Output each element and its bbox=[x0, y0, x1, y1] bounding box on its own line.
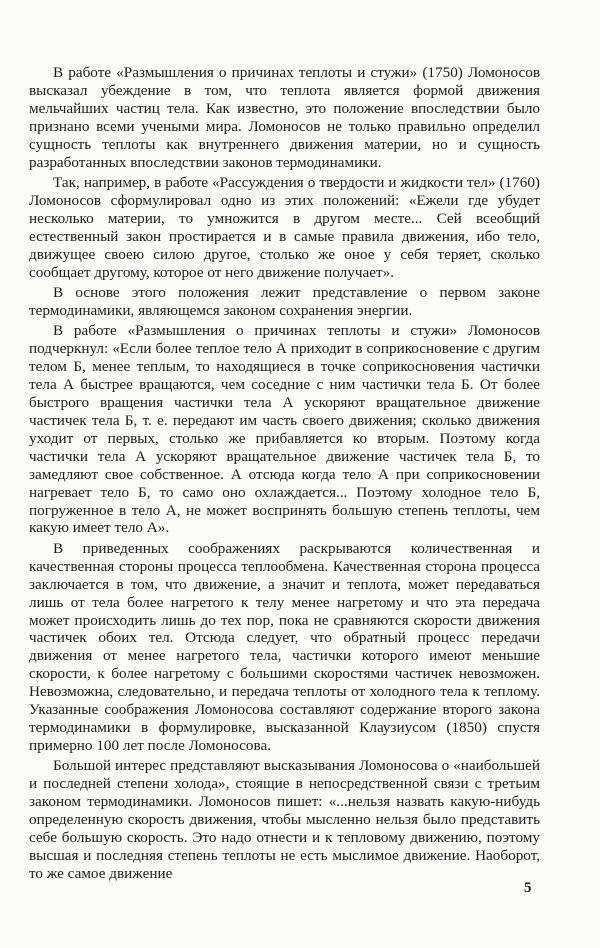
page-number: 5 bbox=[524, 880, 532, 896]
paragraph-1: В работе «Размышления о причинах теплоты и стужи» (1750) Ломоносов высказал убеждение в том, что теплота является формой движения мельчайших частиц тела. Как известно, это положение впоследствии было признано всеми учеными мира. Ломоносов не только правильно определил сущность теплоты как внутреннего движения материи, но и сущность разработанных впоследствии законов термодинамики. bbox=[29, 64, 540, 171]
paragraph-6: Большой интерес представляют высказывания Ломоносова о «наибольшей и последней степени холода», стоящие в непосредственной связи с третьим законом термодинамики. Ломоносов пишет: «...нельзя назвать какую-нибудь определенную скорость движения, чтобы мысленно нельзя было представить себе большую скорость. Это надо отнести и к тепловому движению, поэтому высшая и последняя степень теплоты не есть мыслимое движение. Наоборот, то же самое движение bbox=[29, 757, 540, 882]
paragraph-3: В основе этого положения лежит представление о первом законе термодинамики, являющемся законом сохранения энергии. bbox=[29, 284, 540, 319]
paragraph-4: В работе «Размышления о причинах теплоты и стужи» Ломоносов подчеркнул: «Если более теплое тело А приходит в соприкосновение с другим телом Б, менее теплым, то находящиеся в точке соприкосновения частички тела А быстрее вращаются, чем соседние с ним частички тела Б. От более быстрого вращения частички тела А ускоряют вращательное движение частичек тела Б, т. е. передают им часть своего движения; сколько движения уходит от первых, столько же прибавляется ко вторым. Поэтому когда частички тела А ускоряют вращательное движение частичек тела Б, то замедляют свое собственное. А отсюда когда тело А при соприкосновении нагревает тело Б, то само оно охлаждается... Поэтому холодное тело Б, погруженное в тело А, не может воспринять большую степень теплоты, чем какую имеет тело А». bbox=[29, 322, 540, 537]
paragraph-2: Так, например, в работе «Рассуждения о твердости и жидкости тел» (1760) Ломоносов сформулировал одно из этих положений: «Ежели где убудет несколько материи, то умножится в другом месте... Сей всеобщий естественный закон простирается и в самые правила движения, ибо тело, движущее своею силою другое, столько же оное у себя теряет, сколько сообщает другому, которое от него движение получает». bbox=[29, 174, 540, 281]
paragraph-5: В приведенных соображениях раскрываются количественная и качественная стороны процесса теплообмена. Качественная сторона процесса заключается в том, что движение, а значит и теплота, может передаваться лишь от тела более нагретого к телу менее нагретому и что эта передача может происходить лишь до тех пор, пока не сравняются скорости движения частичек обоих тел. Отсюда следует, что обратный процесс передачи движения от менее нагретого тела, частички которого имеют меньшие скорости, к более нагретому с большими скоростями частичек невозможен. Невозможна, следовательно, и передача теплоты от холодного тела к теплому. Указанные соображения Ломоносова составляют содержание второго закона термодинамики в формулировке, высказанной Клаузиусом (1850) спустя примерно 100 лет после Ломоносова. bbox=[29, 539, 540, 754]
body-text bbox=[29, 64, 540, 885]
